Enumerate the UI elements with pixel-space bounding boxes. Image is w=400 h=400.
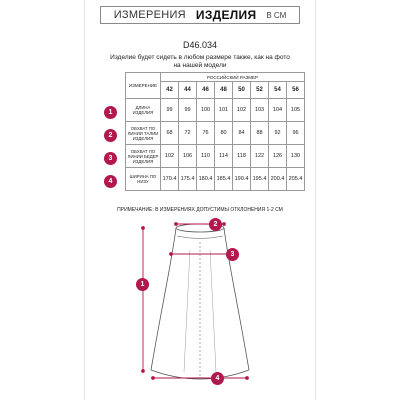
table-cell: 126 — [269, 145, 287, 168]
header-word-measurements: ИЗМЕРЕНИЯ — [113, 9, 186, 21]
table-cell: 175.4 — [179, 168, 197, 191]
table-cell: 92 — [269, 122, 287, 145]
article-number: D46.034 — [182, 40, 218, 50]
table-cell: 102 — [233, 99, 251, 122]
size-header: 42 — [161, 82, 179, 99]
table-cell: 102 — [161, 145, 179, 168]
table-cell: 118 — [233, 145, 251, 168]
row-badge-length: 1 — [104, 106, 117, 119]
table-cell: 68 — [161, 122, 179, 145]
table-cell: 103 — [251, 99, 269, 122]
size-header: 54 — [269, 82, 287, 99]
table-cell: 101 — [215, 99, 233, 122]
skirt-left-edge — [151, 228, 176, 370]
row-badge-hem: 4 — [104, 175, 117, 188]
header-unit: В СМ — [266, 10, 287, 20]
size-header: 46 — [197, 82, 215, 99]
table-cell: 80 — [215, 122, 233, 145]
table-cell: 88 — [251, 122, 269, 145]
measure-dot — [170, 253, 173, 256]
table-cell: 96 — [287, 122, 305, 145]
table-cell: 190.4 — [233, 168, 251, 191]
table-cell: 130 — [287, 145, 305, 168]
size-header: 56 — [287, 82, 305, 99]
table-cell: 170.4 — [161, 168, 179, 191]
diagram-badge-length: 1 — [136, 278, 149, 291]
table-cell: 122 — [251, 145, 269, 168]
table-cell: 114 — [215, 145, 233, 168]
table-cell: 200.4 — [269, 168, 287, 191]
row-label: ДЛИНА ИЗДЕЛИЯ — [126, 99, 161, 122]
table-cell: 72 — [179, 122, 197, 145]
size-header: 44 — [179, 82, 197, 99]
table-cell: 185.4 — [215, 168, 233, 191]
row-badge-waist: 2 — [104, 129, 117, 142]
skirt-outline — [151, 224, 249, 379]
table-cell: 99 — [179, 99, 197, 122]
table-cell: 84 — [233, 122, 251, 145]
table-cell: 180.4 — [197, 168, 215, 191]
table-cell: 99 — [161, 99, 179, 122]
row-badge-hips: 3 — [104, 152, 117, 165]
fold-line — [210, 250, 216, 372]
measure-lines — [142, 223, 249, 380]
table-cell: 205.4 — [287, 168, 305, 191]
table-cell: 105 — [287, 99, 305, 122]
row-label: ОБХВАТ ПО ЛИНИИ БЕДЕР ИЗДЕЛИЯ — [126, 145, 161, 168]
table-cell: 104 — [269, 99, 287, 122]
measure-dot — [223, 223, 226, 226]
measure-dot — [175, 223, 178, 226]
size-system-label: РОССИЙСКИЙ РАЗМЕР — [161, 73, 305, 82]
measure-dot — [142, 227, 145, 230]
corner-label: ИЗМЕРЕНИЕ — [126, 73, 161, 99]
waist-seam — [177, 236, 223, 239]
table-cell: 195.4 — [251, 168, 269, 191]
diagram-badge-hips: 3 — [226, 248, 239, 261]
diagram-badge-hem: 4 — [211, 372, 224, 385]
size-header: 50 — [233, 82, 251, 99]
header-word-product: ИЗДЕЛИЯ — [195, 8, 257, 22]
fold-line — [184, 250, 190, 372]
row-label: ШИРИНА ПО НИЗУ — [126, 168, 161, 191]
table-cell: 100 — [197, 99, 215, 122]
measure-dot — [246, 377, 249, 380]
measure-dot — [152, 377, 155, 380]
table-cell: 110 — [197, 145, 215, 168]
diagram-badge-waist: 2 — [209, 218, 222, 231]
measure-dot — [142, 370, 145, 373]
tolerance-footnote: ПРИМЕЧАНИЕ: В ИЗМЕРЕНИЯХ ДОПУСТИМЫ ОТКЛОНЕНИЯ 1-2 СМ — [117, 207, 283, 213]
row-label: ОБХВАТ ПО ЛИНИИ ТАЛИИ ИЗДЕЛИЯ — [126, 122, 161, 145]
table-cell: 76 — [197, 122, 215, 145]
fit-note: Изделие будет сидеть в любом размере также, как на фото на нашей модели — [110, 54, 290, 69]
size-header: 52 — [251, 82, 269, 99]
table-cell: 106 — [179, 145, 197, 168]
size-header: 48 — [215, 82, 233, 99]
